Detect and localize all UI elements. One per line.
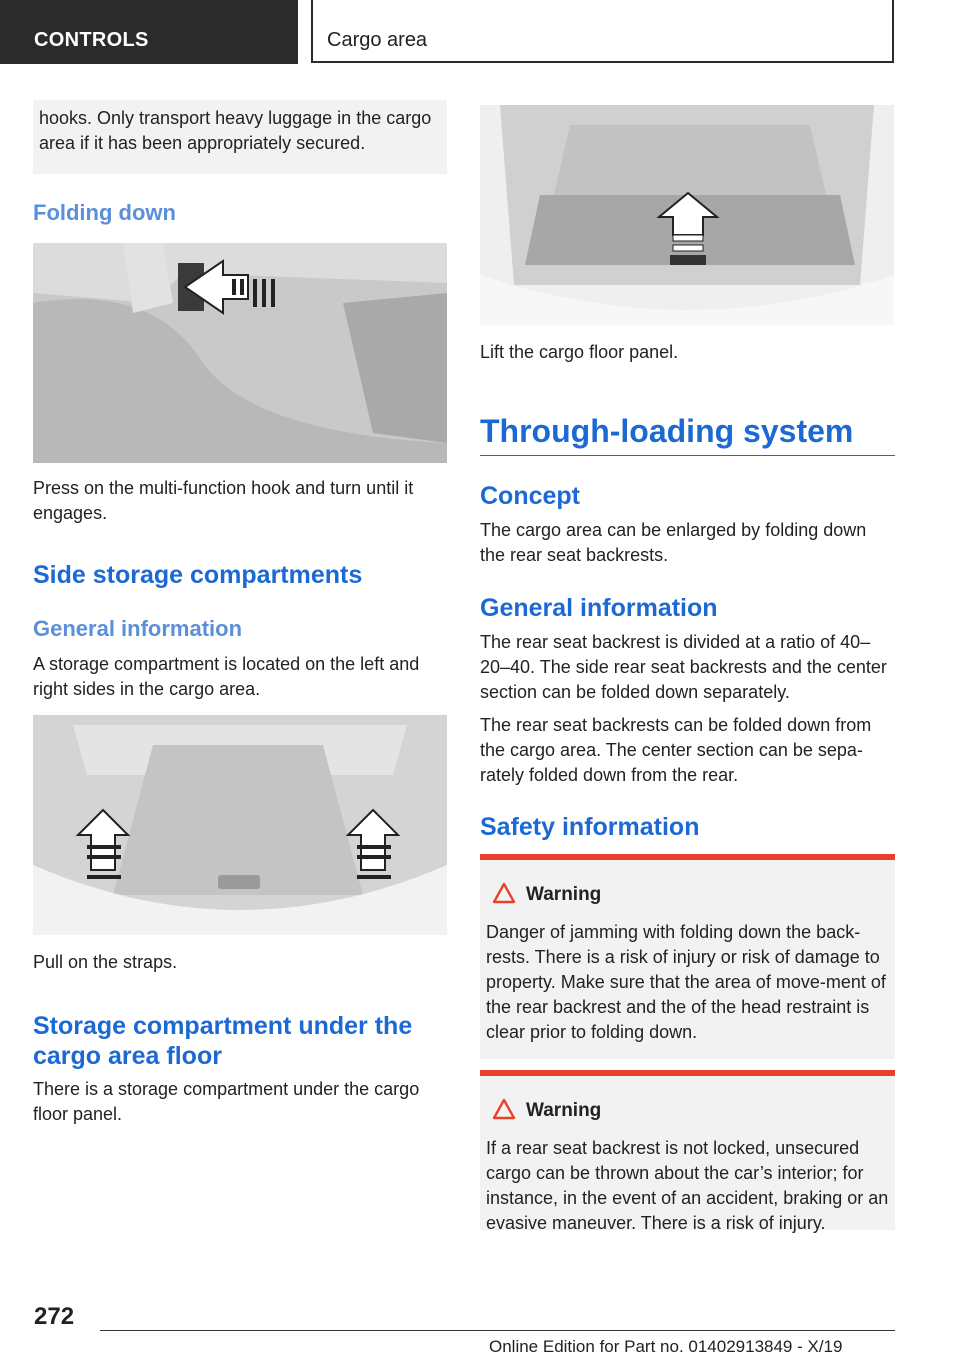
- warning-box-2: [480, 1070, 895, 1233]
- warning-box-1: [480, 854, 895, 1059]
- footer-rule: [100, 1330, 895, 1331]
- under-floor-text: There is a storage compartment under the cargo floor panel.: [33, 1079, 420, 1124]
- concept-text: The cargo area can be enlarged by folding down the rear seat backrests.: [480, 520, 867, 565]
- folding-down-heading: Folding down: [33, 200, 176, 225]
- warning-2-text: If a rear seat backrest is not locked, unsecured cargo can be thrown about the car’s interior; for instance, in the event of an accident, braking or an evasive maneuver. There is a risk of injury.: [486, 1138, 889, 1233]
- under-floor-heading-line2: cargo area floor: [33, 1042, 222, 1070]
- side-storage-heading: Side storage compartments: [33, 561, 363, 589]
- concept-heading: Concept: [480, 482, 580, 510]
- continued-text: hooks. Only transport heavy luggage in the cargo area if it has been appropriately secured.: [39, 108, 432, 153]
- safety-heading: Safety information: [480, 813, 700, 841]
- general-info-text-left: A storage compartment is located on the left and right sides in the cargo area.: [33, 654, 420, 699]
- continued-note-box: [33, 100, 447, 174]
- under-floor-heading-line1: Storage compartment under the: [33, 1012, 413, 1040]
- warning-2-title: Warning: [526, 1100, 602, 1121]
- section-label: CONTROLS: [34, 29, 149, 51]
- heading-underline: [480, 455, 895, 456]
- lift-caption: Lift the cargo floor panel.: [480, 342, 679, 362]
- general-info-heading-right: General information: [480, 594, 718, 622]
- general-info-text-right-1: The rear seat backrest is divided at a ratio of 40–20–40. The side rear seat backrests and the center section can be folded down separately.: [480, 632, 887, 702]
- multi-function-hook-image: [33, 243, 447, 463]
- folding-caption: Press on the multi-function hook and turn until it engages.: [33, 478, 414, 523]
- side-storage-straps-image: [33, 715, 447, 935]
- pull-caption: Pull on the straps.: [33, 952, 178, 972]
- general-info-heading-left: General information: [33, 616, 243, 641]
- through-loading-heading: Through-loading system: [480, 413, 854, 449]
- warning-1-text: Danger of jamming with folding down the back-rests. There is a risk of injury or risk of damage to property. Make sure that the area of move-ment of the rear backrest and the of the head restraint is clear prior to folding down.: [486, 922, 886, 1042]
- page-number: 272: [34, 1303, 75, 1330]
- warning-1-title: Warning: [526, 884, 602, 905]
- edition-text: Online Edition for Part no. 01402913849 - X/19: [489, 1337, 843, 1356]
- warning-triangle-icon: [492, 1098, 516, 1120]
- general-info-text-right-2: The rear seat backrests can be folded down from the cargo area. The center section can be sepa-rately folded down from the rear.: [480, 715, 872, 785]
- under-floor-heading: [33, 1011, 412, 1071]
- warning-triangle-icon: [492, 882, 516, 904]
- chapter-label: Cargo area: [327, 29, 428, 51]
- chapter-tab: [311, 0, 894, 63]
- cargo-floor-panel-image: [480, 105, 894, 325]
- section-tab: [0, 0, 298, 64]
